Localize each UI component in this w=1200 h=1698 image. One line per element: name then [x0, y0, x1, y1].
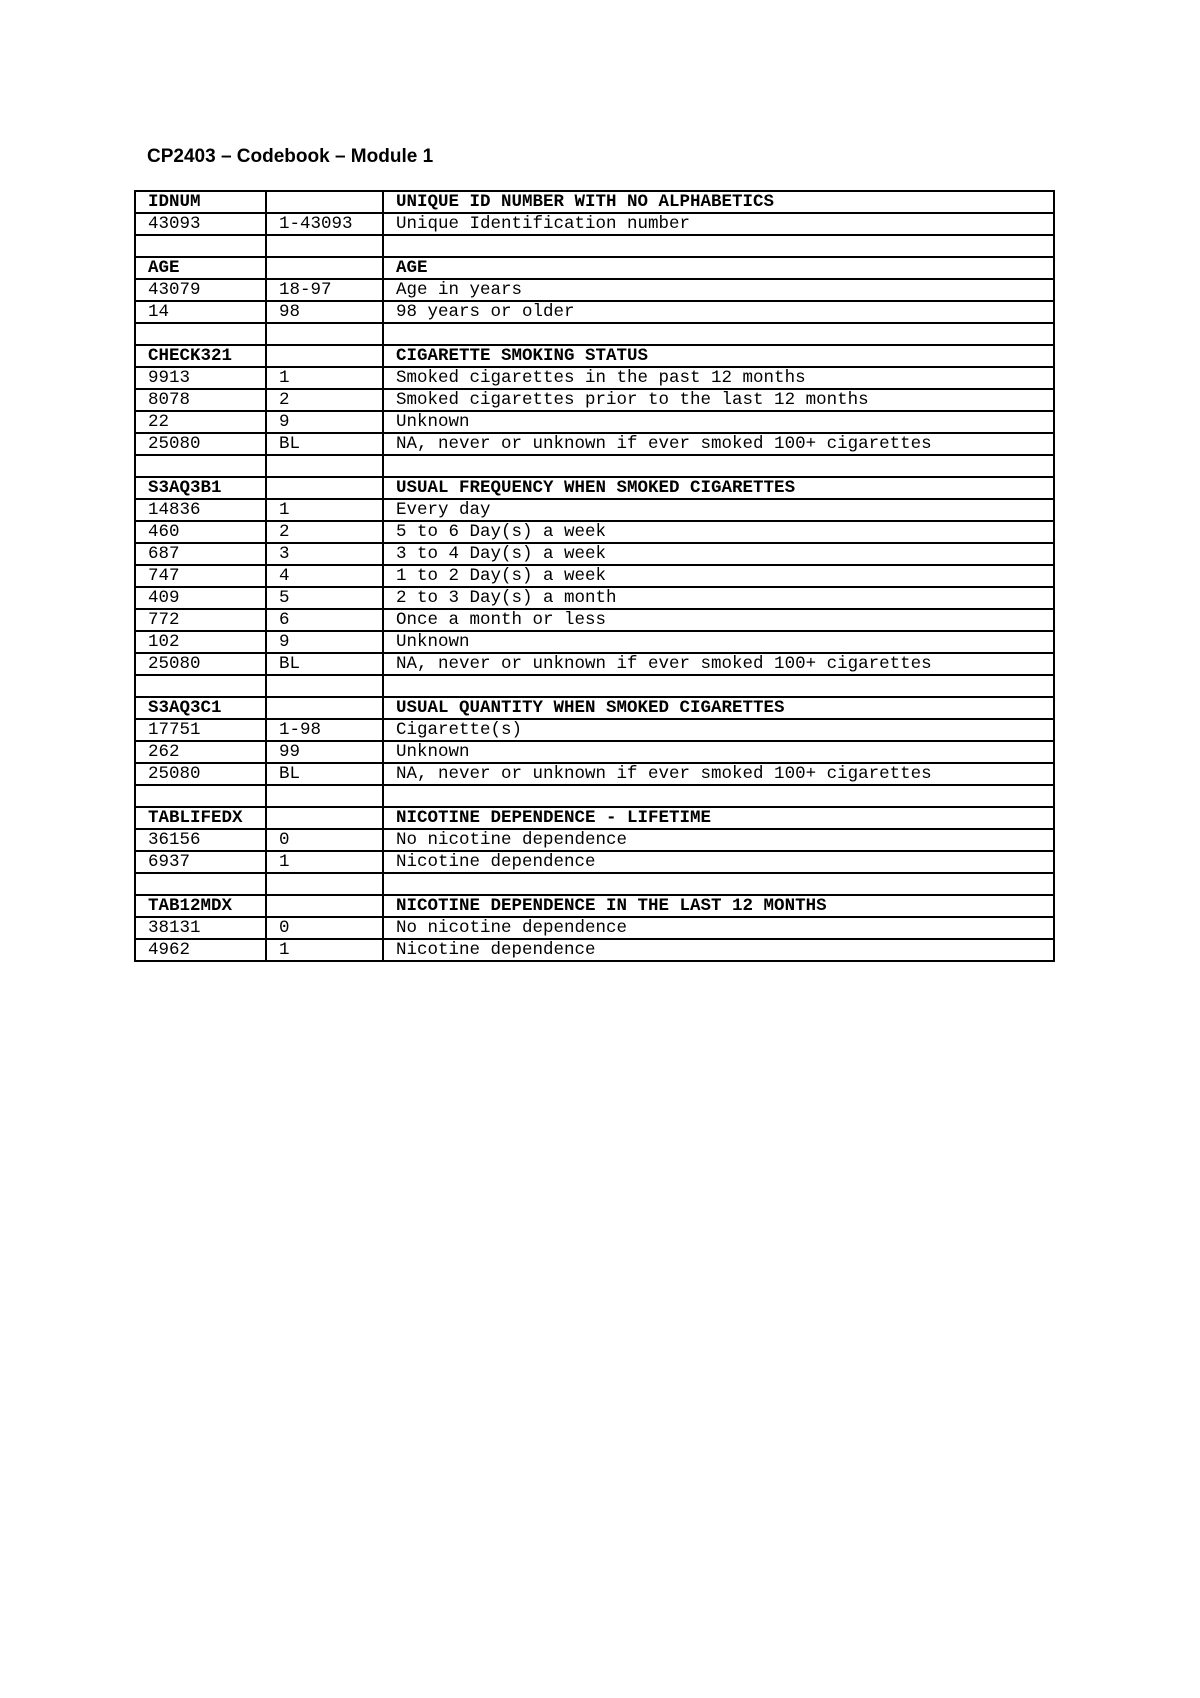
table-row	[135, 389, 1054, 411]
table-row	[135, 609, 1054, 631]
variable-header-row	[135, 697, 1054, 719]
value-description-cell: Unknown	[383, 741, 1054, 763]
empty-cell	[383, 785, 1054, 807]
value-code-cell: BL	[266, 763, 383, 785]
variable-header-row	[135, 257, 1054, 279]
codebook-table	[134, 190, 1055, 962]
empty-cell	[266, 697, 383, 719]
frequency-count-cell: 262	[135, 741, 266, 763]
frequency-count-cell: 43093	[135, 213, 266, 235]
table-row	[135, 213, 1054, 235]
variable-label-cell: CIGARETTE SMOKING STATUS	[383, 345, 1054, 367]
empty-cell	[266, 477, 383, 499]
value-code-cell: 1-43093	[266, 213, 383, 235]
value-code-cell: 1-98	[266, 719, 383, 741]
table-row	[135, 741, 1054, 763]
variable-label-cell: AGE	[383, 257, 1054, 279]
empty-cell	[135, 323, 266, 345]
value-code-cell: 2	[266, 521, 383, 543]
codebook-table-body	[135, 191, 1054, 961]
frequency-count-cell: 25080	[135, 763, 266, 785]
value-code-cell: 0	[266, 829, 383, 851]
frequency-count-cell: 8078	[135, 389, 266, 411]
frequency-count-cell: 38131	[135, 917, 266, 939]
empty-cell	[266, 455, 383, 477]
value-code-cell: 1	[266, 367, 383, 389]
value-description-cell: 3 to 4 Day(s) a week	[383, 543, 1054, 565]
frequency-count-cell: 687	[135, 543, 266, 565]
value-code-cell: 4	[266, 565, 383, 587]
empty-cell	[266, 873, 383, 895]
frequency-count-cell: 36156	[135, 829, 266, 851]
blank-separator-row	[135, 675, 1054, 697]
table-row	[135, 939, 1054, 961]
table-row	[135, 631, 1054, 653]
empty-cell	[383, 873, 1054, 895]
table-row	[135, 411, 1054, 433]
value-code-cell: 98	[266, 301, 383, 323]
value-description-cell: NA, never or unknown if ever smoked 100+ cigarettes	[383, 653, 1054, 675]
blank-separator-row	[135, 455, 1054, 477]
value-description-cell: No nicotine dependence	[383, 917, 1054, 939]
value-description-cell: Nicotine dependence	[383, 939, 1054, 961]
value-description-cell: Unknown	[383, 411, 1054, 433]
variable-name-cell: TAB12MDX	[135, 895, 266, 917]
variable-name-cell: CHECK321	[135, 345, 266, 367]
table-row	[135, 279, 1054, 301]
frequency-count-cell: 460	[135, 521, 266, 543]
empty-cell	[266, 345, 383, 367]
value-description-cell: 1 to 2 Day(s) a week	[383, 565, 1054, 587]
value-description-cell: Smoked cigarettes in the past 12 months	[383, 367, 1054, 389]
value-code-cell: BL	[266, 653, 383, 675]
table-row	[135, 653, 1054, 675]
empty-cell	[266, 257, 383, 279]
empty-cell	[266, 675, 383, 697]
table-row	[135, 719, 1054, 741]
value-code-cell: 0	[266, 917, 383, 939]
value-description-cell: 2 to 3 Day(s) a month	[383, 587, 1054, 609]
value-code-cell: 18-97	[266, 279, 383, 301]
value-description-cell: 98 years or older	[383, 301, 1054, 323]
variable-header-row	[135, 807, 1054, 829]
value-code-cell: 2	[266, 389, 383, 411]
variable-label-cell: USUAL QUANTITY WHEN SMOKED CIGARETTES	[383, 697, 1054, 719]
value-code-cell: 5	[266, 587, 383, 609]
empty-cell	[135, 455, 266, 477]
value-description-cell: Once a month or less	[383, 609, 1054, 631]
document-title: CP2403 – Codebook – Module 1	[147, 146, 434, 167]
variable-name-cell: S3AQ3B1	[135, 477, 266, 499]
table-row	[135, 521, 1054, 543]
value-code-cell: 1	[266, 499, 383, 521]
frequency-count-cell: 22	[135, 411, 266, 433]
value-code-cell: 99	[266, 741, 383, 763]
value-description-cell: NA, never or unknown if ever smoked 100+ cigarettes	[383, 433, 1054, 455]
empty-cell	[383, 675, 1054, 697]
frequency-count-cell: 4962	[135, 939, 266, 961]
value-code-cell: 6	[266, 609, 383, 631]
value-description-cell: Age in years	[383, 279, 1054, 301]
frequency-count-cell: 25080	[135, 433, 266, 455]
value-code-cell: BL	[266, 433, 383, 455]
empty-cell	[266, 191, 383, 213]
variable-name-cell: TABLIFEDX	[135, 807, 266, 829]
empty-cell	[266, 785, 383, 807]
variable-label-cell: NICOTINE DEPENDENCE - LIFETIME	[383, 807, 1054, 829]
frequency-count-cell: 6937	[135, 851, 266, 873]
frequency-count-cell: 409	[135, 587, 266, 609]
blank-separator-row	[135, 785, 1054, 807]
empty-cell	[135, 235, 266, 257]
value-description-cell: Unknown	[383, 631, 1054, 653]
table-row	[135, 565, 1054, 587]
empty-cell	[266, 807, 383, 829]
empty-cell	[383, 455, 1054, 477]
value-code-cell: 3	[266, 543, 383, 565]
value-code-cell: 9	[266, 411, 383, 433]
frequency-count-cell: 9913	[135, 367, 266, 389]
frequency-count-cell: 747	[135, 565, 266, 587]
value-description-cell: Nicotine dependence	[383, 851, 1054, 873]
frequency-count-cell: 17751	[135, 719, 266, 741]
frequency-count-cell: 14	[135, 301, 266, 323]
table-row	[135, 499, 1054, 521]
variable-label-cell: NICOTINE DEPENDENCE IN THE LAST 12 MONTHS	[383, 895, 1054, 917]
variable-name-cell: S3AQ3C1	[135, 697, 266, 719]
empty-cell	[266, 323, 383, 345]
variable-name-cell: IDNUM	[135, 191, 266, 213]
empty-cell	[383, 235, 1054, 257]
variable-header-row	[135, 191, 1054, 213]
value-code-cell: 1	[266, 851, 383, 873]
empty-cell	[266, 235, 383, 257]
table-row	[135, 851, 1054, 873]
value-description-cell: Every day	[383, 499, 1054, 521]
table-row	[135, 917, 1054, 939]
table-row	[135, 433, 1054, 455]
blank-separator-row	[135, 323, 1054, 345]
table-row	[135, 587, 1054, 609]
empty-cell	[266, 895, 383, 917]
frequency-count-cell: 102	[135, 631, 266, 653]
value-description-cell: Smoked cigarettes prior to the last 12 months	[383, 389, 1054, 411]
value-code-cell: 9	[266, 631, 383, 653]
empty-cell	[383, 323, 1054, 345]
blank-separator-row	[135, 235, 1054, 257]
value-description-cell: NA, never or unknown if ever smoked 100+ cigarettes	[383, 763, 1054, 785]
empty-cell	[135, 675, 266, 697]
empty-cell	[135, 785, 266, 807]
variable-header-row	[135, 895, 1054, 917]
table-row	[135, 829, 1054, 851]
variable-label-cell: UNIQUE ID NUMBER WITH NO ALPHABETICS	[383, 191, 1054, 213]
variable-name-cell: AGE	[135, 257, 266, 279]
value-description-cell: No nicotine dependence	[383, 829, 1054, 851]
frequency-count-cell: 25080	[135, 653, 266, 675]
value-description-cell: 5 to 6 Day(s) a week	[383, 521, 1054, 543]
table-row	[135, 763, 1054, 785]
variable-header-row	[135, 345, 1054, 367]
value-description-cell: Cigarette(s)	[383, 719, 1054, 741]
frequency-count-cell: 14836	[135, 499, 266, 521]
variable-header-row	[135, 477, 1054, 499]
empty-cell	[135, 873, 266, 895]
value-code-cell: 1	[266, 939, 383, 961]
frequency-count-cell: 772	[135, 609, 266, 631]
table-row	[135, 543, 1054, 565]
variable-label-cell: USUAL FREQUENCY WHEN SMOKED CIGARETTES	[383, 477, 1054, 499]
table-row	[135, 301, 1054, 323]
blank-separator-row	[135, 873, 1054, 895]
frequency-count-cell: 43079	[135, 279, 266, 301]
table-row	[135, 367, 1054, 389]
value-description-cell: Unique Identification number	[383, 213, 1054, 235]
